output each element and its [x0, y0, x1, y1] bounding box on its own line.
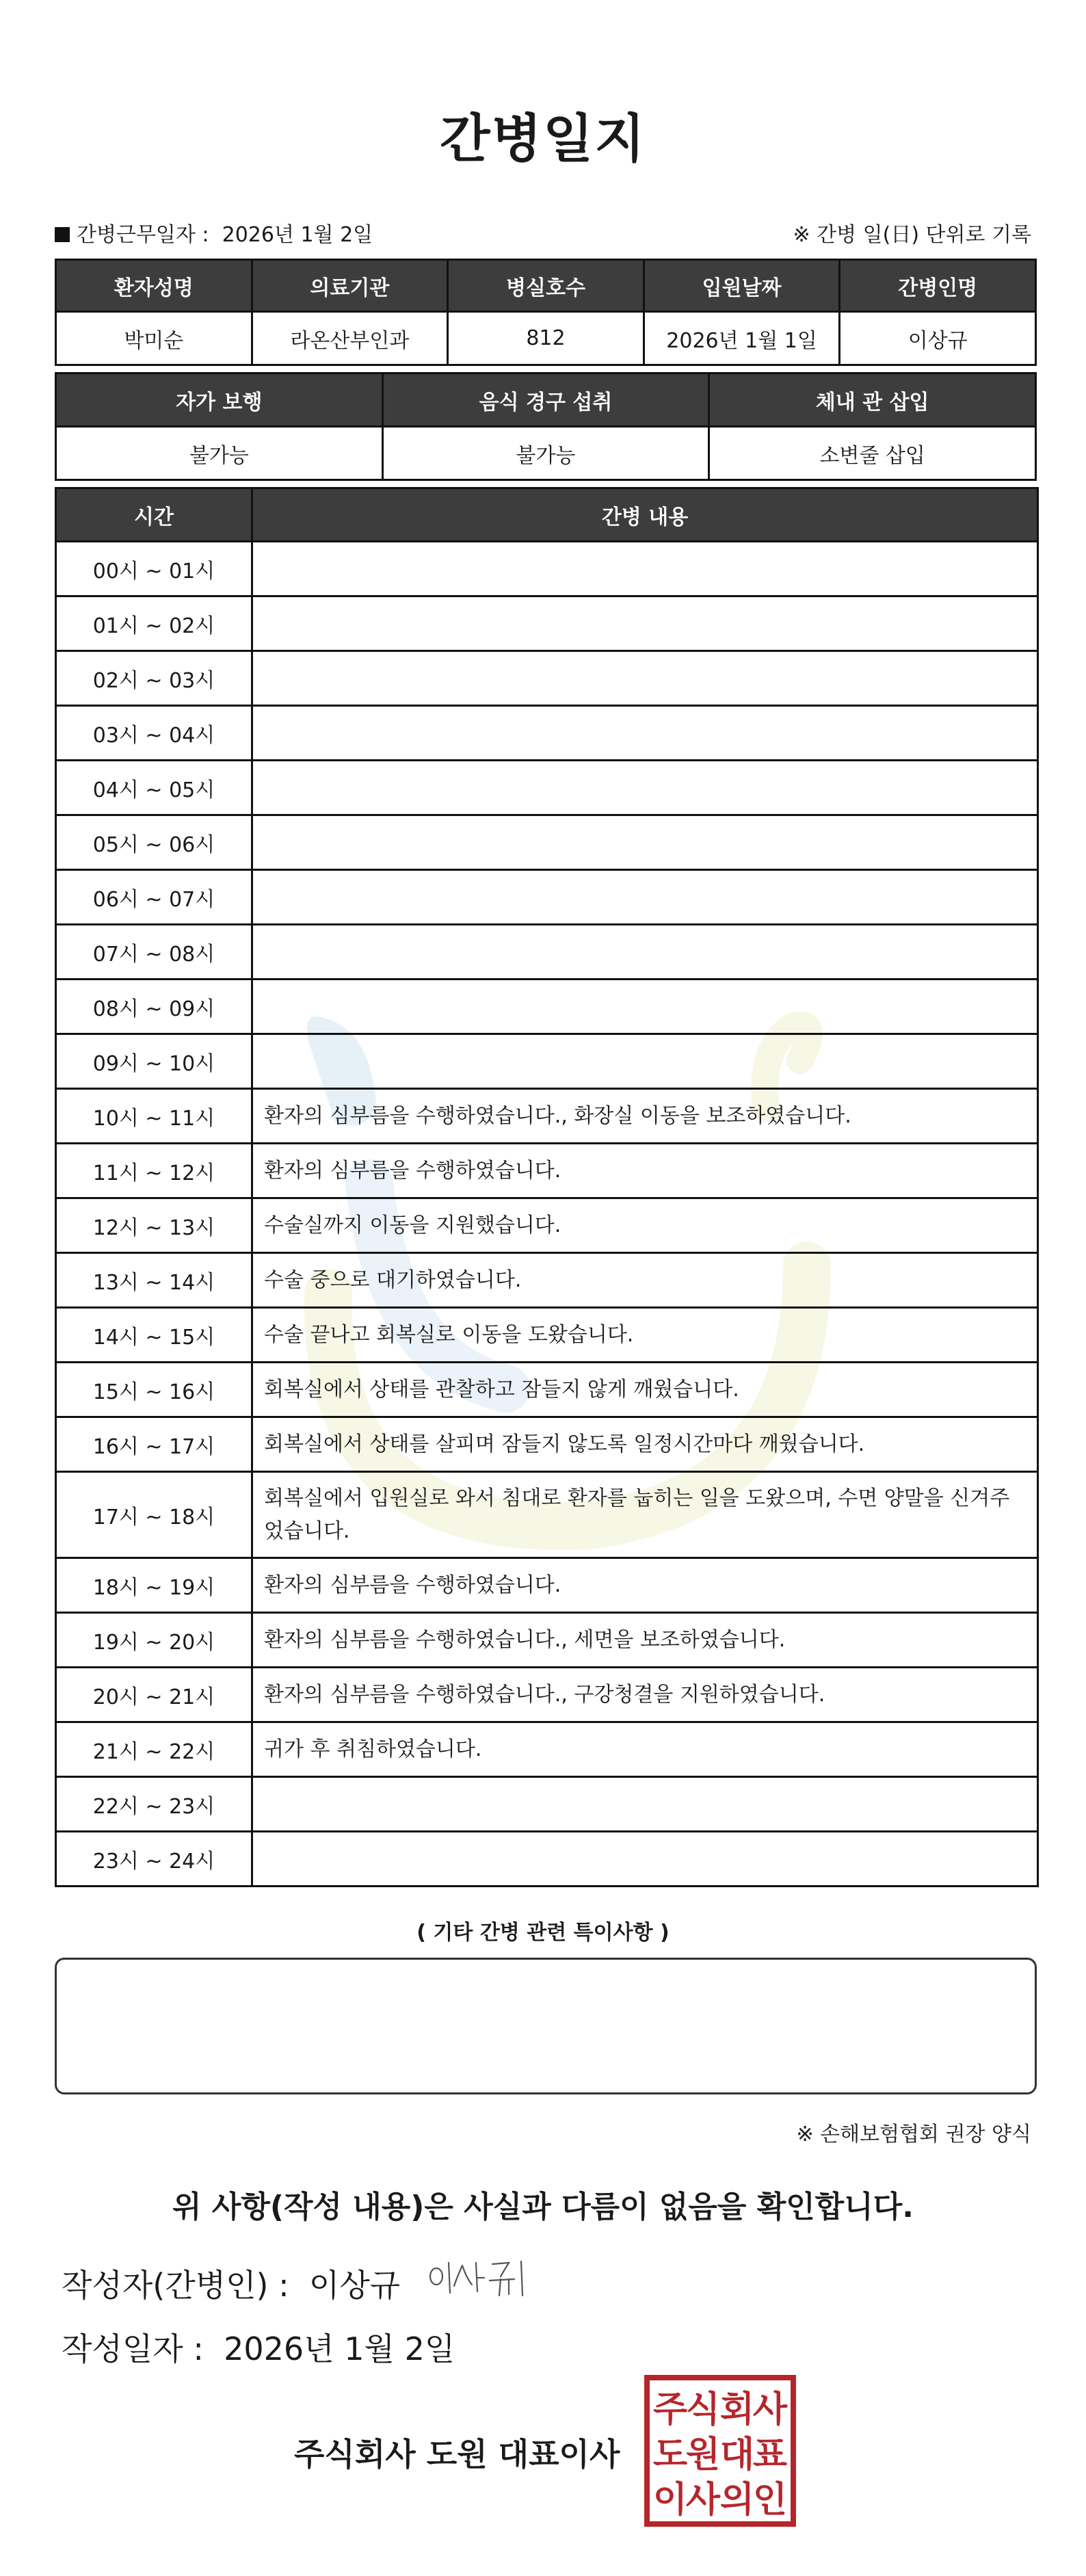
log-time: 20시 ~ 21시 — [56, 1668, 252, 1722]
log-content — [252, 651, 1038, 706]
header-hospital: 의료기관 — [252, 260, 448, 312]
svg-text:원: 원 — [685, 2434, 721, 2475]
care-log-row — [56, 1417, 1038, 1472]
log-time: 03시 ~ 04시 — [56, 706, 252, 761]
unit-note: ※ 간병 일(日) 단위로 기록 — [793, 223, 1031, 247]
bullet-square-icon — [55, 227, 70, 242]
admission-date: 2026년 1월 1일 — [644, 312, 840, 365]
header-oral-intake: 음식 경구 섭취 — [382, 373, 709, 427]
care-log-row — [56, 1034, 1038, 1089]
care-log-row — [56, 1363, 1038, 1417]
header-caregiver-name: 간병인명 — [840, 260, 1036, 312]
svg-text:사: 사 — [685, 2479, 721, 2521]
header-room-number: 병실호수 — [448, 260, 644, 312]
log-content — [252, 815, 1038, 870]
writer-line — [62, 2261, 400, 2306]
header-admission-date: 입원날짜 — [644, 260, 840, 312]
notes-box — [55, 1958, 1037, 2094]
svg-text:표: 표 — [752, 2434, 788, 2475]
log-content: 수술실까지 이동을 지원했습니다. — [252, 1198, 1038, 1253]
log-time: 06시 ~ 07시 — [56, 870, 252, 925]
log-time: 22시 ~ 23시 — [56, 1777, 252, 1832]
care-log-row — [56, 542, 1038, 596]
log-time: 00시 ~ 01시 — [56, 542, 252, 596]
self-walking-value: 불가능 — [56, 427, 383, 480]
header-time: 시간 — [56, 488, 252, 542]
patient-status-table — [55, 372, 1037, 481]
log-content: 회복실에서 상태를 관찰하고 잠들지 않게 깨웠습니다. — [252, 1363, 1038, 1417]
care-log-header-row — [56, 488, 1038, 542]
care-log-row — [56, 596, 1038, 651]
log-content — [252, 542, 1038, 596]
log-content: 환자의 심부름을 수행하였습니다., 화장실 이동을 보조하였습니다. — [252, 1089, 1038, 1144]
log-content: 귀가 후 취침하였습니다. — [252, 1722, 1038, 1777]
log-content — [252, 1777, 1038, 1832]
log-time: 14시 ~ 15시 — [56, 1308, 252, 1363]
log-content — [252, 706, 1038, 761]
date-label: 작성일자 : — [62, 2330, 204, 2367]
work-date-line — [55, 218, 373, 248]
care-log-row — [56, 1832, 1038, 1887]
patient-info-value-row — [56, 312, 1036, 365]
care-log-row — [56, 925, 1038, 980]
care-log-row — [56, 1198, 1038, 1253]
header-patient-name: 환자성명 — [56, 260, 252, 312]
log-time: 01시 ~ 02시 — [56, 596, 252, 651]
log-content: 회복실에서 입원실로 와서 침대로 환자를 눕히는 일을 도왔으며, 수면 양말을 신겨주었습니다. — [252, 1472, 1038, 1558]
log-content: 환자의 심부름을 수행하였습니다. — [252, 1144, 1038, 1198]
log-time: 12시 ~ 13시 — [56, 1198, 252, 1253]
caregiver-name: 이상규 — [840, 312, 1036, 365]
log-time: 09시 ~ 10시 — [56, 1034, 252, 1089]
date-value: 2026년 1월 2일 — [224, 2330, 455, 2367]
log-time: 13시 ~ 14시 — [56, 1253, 252, 1308]
header-care-content: 간병 내용 — [252, 488, 1038, 542]
log-time: 07시 ~ 08시 — [56, 925, 252, 980]
log-content — [252, 870, 1038, 925]
log-content: 환자의 심부름을 수행하였습니다., 세면을 보조하였습니다. — [252, 1613, 1038, 1668]
care-log-row — [56, 1613, 1038, 1668]
care-log-row — [56, 1253, 1038, 1308]
writer-label: 작성자(간병인) : — [62, 2267, 289, 2304]
log-time: 23시 ~ 24시 — [56, 1832, 252, 1887]
care-log-row — [56, 1089, 1038, 1144]
care-log-row — [56, 870, 1038, 925]
log-time: 16시 ~ 17시 — [56, 1417, 252, 1472]
log-content — [252, 925, 1038, 980]
notes-title: ( 기타 간병 관련 특이사항 ) — [416, 1921, 670, 1945]
svg-text:주: 주 — [652, 2389, 688, 2430]
room-number: 812 — [448, 312, 644, 365]
log-content — [252, 1832, 1038, 1887]
log-content — [252, 1034, 1038, 1089]
svg-text:의: 의 — [719, 2479, 755, 2521]
care-log-row — [56, 815, 1038, 870]
care-log-row — [56, 1472, 1038, 1558]
confirm-statement: 위 사항(작성 내용)은 사실과 다름이 없음을 확인합니다. — [172, 2190, 914, 2224]
care-log-row — [56, 980, 1038, 1034]
log-time: 17시 ~ 18시 — [56, 1472, 252, 1558]
care-log-row — [56, 1668, 1038, 1722]
log-time: 02시 ~ 03시 — [56, 651, 252, 706]
care-log-body — [56, 542, 1038, 1887]
status-value-row — [56, 427, 1036, 480]
svg-text:대: 대 — [719, 2434, 755, 2475]
log-content — [252, 980, 1038, 1034]
care-log-row — [56, 761, 1038, 815]
status-header-row — [56, 373, 1036, 427]
log-time: 11시 ~ 12시 — [56, 1144, 252, 1198]
care-log-row — [56, 1308, 1038, 1363]
oral-intake-value: 불가능 — [382, 427, 709, 480]
work-date-value: 2026년 1월 2일 — [222, 223, 373, 247]
patient-name: 박미순 — [56, 312, 252, 365]
svg-text:사: 사 — [752, 2389, 788, 2430]
svg-text:도: 도 — [652, 2434, 688, 2475]
care-log-row — [56, 706, 1038, 761]
work-date-label: 간병근무일자 : — [77, 223, 209, 247]
log-content: 수술 끝나고 회복실로 이동을 도왔습니다. — [252, 1308, 1038, 1363]
log-time: 19시 ~ 20시 — [56, 1613, 252, 1668]
care-log-row — [56, 1558, 1038, 1613]
company-seal-stamp — [643, 2374, 797, 2528]
log-content: 회복실에서 상태를 살피며 잠들지 않도록 일정시간마다 깨웠습니다. — [252, 1417, 1038, 1472]
care-log-row — [56, 651, 1038, 706]
writer-name: 이상규 — [308, 2267, 401, 2304]
log-content: 환자의 심부름을 수행하였습니다. — [252, 1558, 1038, 1613]
svg-text:인: 인 — [752, 2479, 788, 2521]
hospital-name: 라온산부인과 — [252, 312, 448, 365]
care-log-table — [55, 487, 1039, 1887]
svg-text:이: 이 — [652, 2479, 688, 2521]
log-time: 05시 ~ 06시 — [56, 815, 252, 870]
log-content: 수술 중으로 대기하였습니다. — [252, 1253, 1038, 1308]
patient-info-header-row — [56, 260, 1036, 312]
care-log-row — [56, 1144, 1038, 1198]
recommend-note: ※ 손해보험협회 권장 양식 — [796, 2122, 1031, 2146]
log-time: 18시 ~ 19시 — [56, 1558, 252, 1613]
header-self-walking: 자가 보행 — [56, 373, 383, 427]
patient-info-table — [55, 259, 1037, 366]
log-content — [252, 596, 1038, 651]
log-time: 04시 ~ 05시 — [56, 761, 252, 815]
svg-text:회: 회 — [719, 2389, 755, 2430]
document-title: 간병일지 — [440, 108, 646, 169]
log-content — [252, 761, 1038, 815]
date-line — [62, 2324, 455, 2369]
log-content: 환자의 심부름을 수행하였습니다., 구강청결을 지원하였습니다. — [252, 1668, 1038, 1722]
log-time: 15시 ~ 16시 — [56, 1363, 252, 1417]
care-log-row — [56, 1722, 1038, 1777]
header-tube-insertion: 체내 관 삽입 — [709, 373, 1036, 427]
log-time: 08시 ~ 09시 — [56, 980, 252, 1034]
company-signature: 주식회사 도원 대표이사 — [294, 2436, 620, 2473]
care-log-row — [56, 1777, 1038, 1832]
tube-insertion-value: 소변줄 삽입 — [709, 427, 1036, 480]
log-time: 21시 ~ 22시 — [56, 1722, 252, 1777]
svg-text:식: 식 — [685, 2389, 721, 2430]
log-time: 10시 ~ 11시 — [56, 1089, 252, 1144]
handwritten-signature — [424, 2250, 540, 2305]
